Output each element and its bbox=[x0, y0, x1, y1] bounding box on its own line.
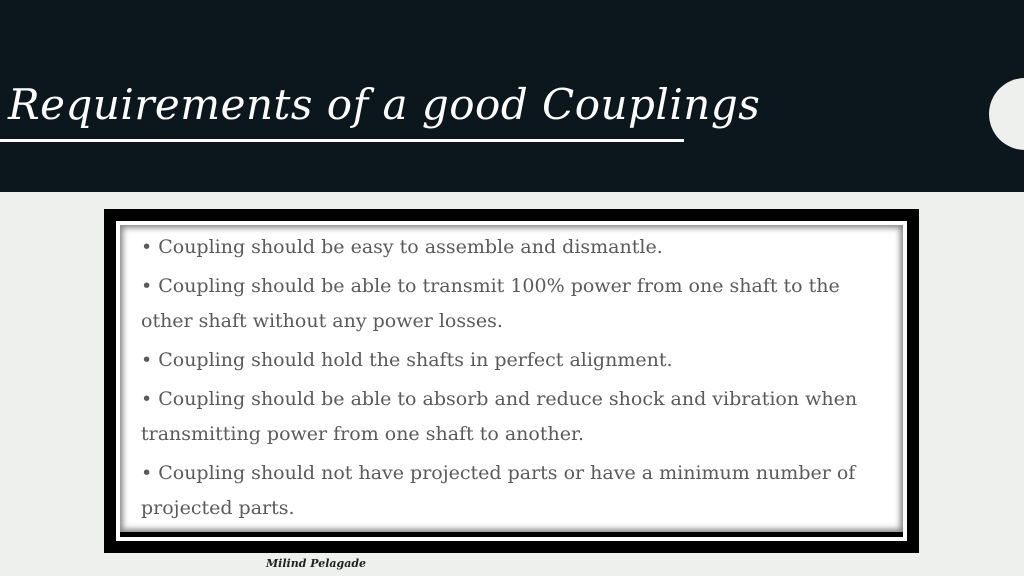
list-item bbox=[141, 456, 895, 526]
list-item bbox=[141, 269, 895, 339]
bullet-icon: • bbox=[141, 388, 153, 410]
decorative-circle bbox=[989, 78, 1024, 150]
bullet-icon: • bbox=[141, 462, 153, 484]
bullet-icon: • bbox=[141, 236, 153, 258]
list-item-text: Coupling should hold the shafts in perfect alignment. bbox=[158, 349, 673, 371]
requirements-list bbox=[141, 230, 895, 526]
list-item-text: Coupling should be able to transmit 100% power from one shaft to the other shaft without any power losses. bbox=[141, 275, 840, 332]
list-item-text: Coupling should not have projected parts or have a minimum number of projected parts. bbox=[141, 462, 856, 519]
bullet-icon: • bbox=[141, 349, 153, 371]
list-item-text: Coupling should be able to absorb and reduce shock and vibration when transmitting power from one shaft to another. bbox=[141, 388, 858, 445]
list-item bbox=[141, 382, 895, 452]
list-item bbox=[141, 230, 895, 265]
title-underline bbox=[0, 139, 684, 142]
list-item bbox=[141, 343, 895, 378]
author-credit: Milind Pelagade bbox=[266, 557, 367, 570]
bullet-icon: • bbox=[141, 275, 153, 297]
title-banner bbox=[0, 0, 1024, 192]
list-item-text: Coupling should be easy to assemble and dismantle. bbox=[158, 236, 663, 258]
requirements-panel bbox=[120, 225, 903, 532]
slide-title: Requirements of a good Couplings bbox=[8, 80, 761, 129]
